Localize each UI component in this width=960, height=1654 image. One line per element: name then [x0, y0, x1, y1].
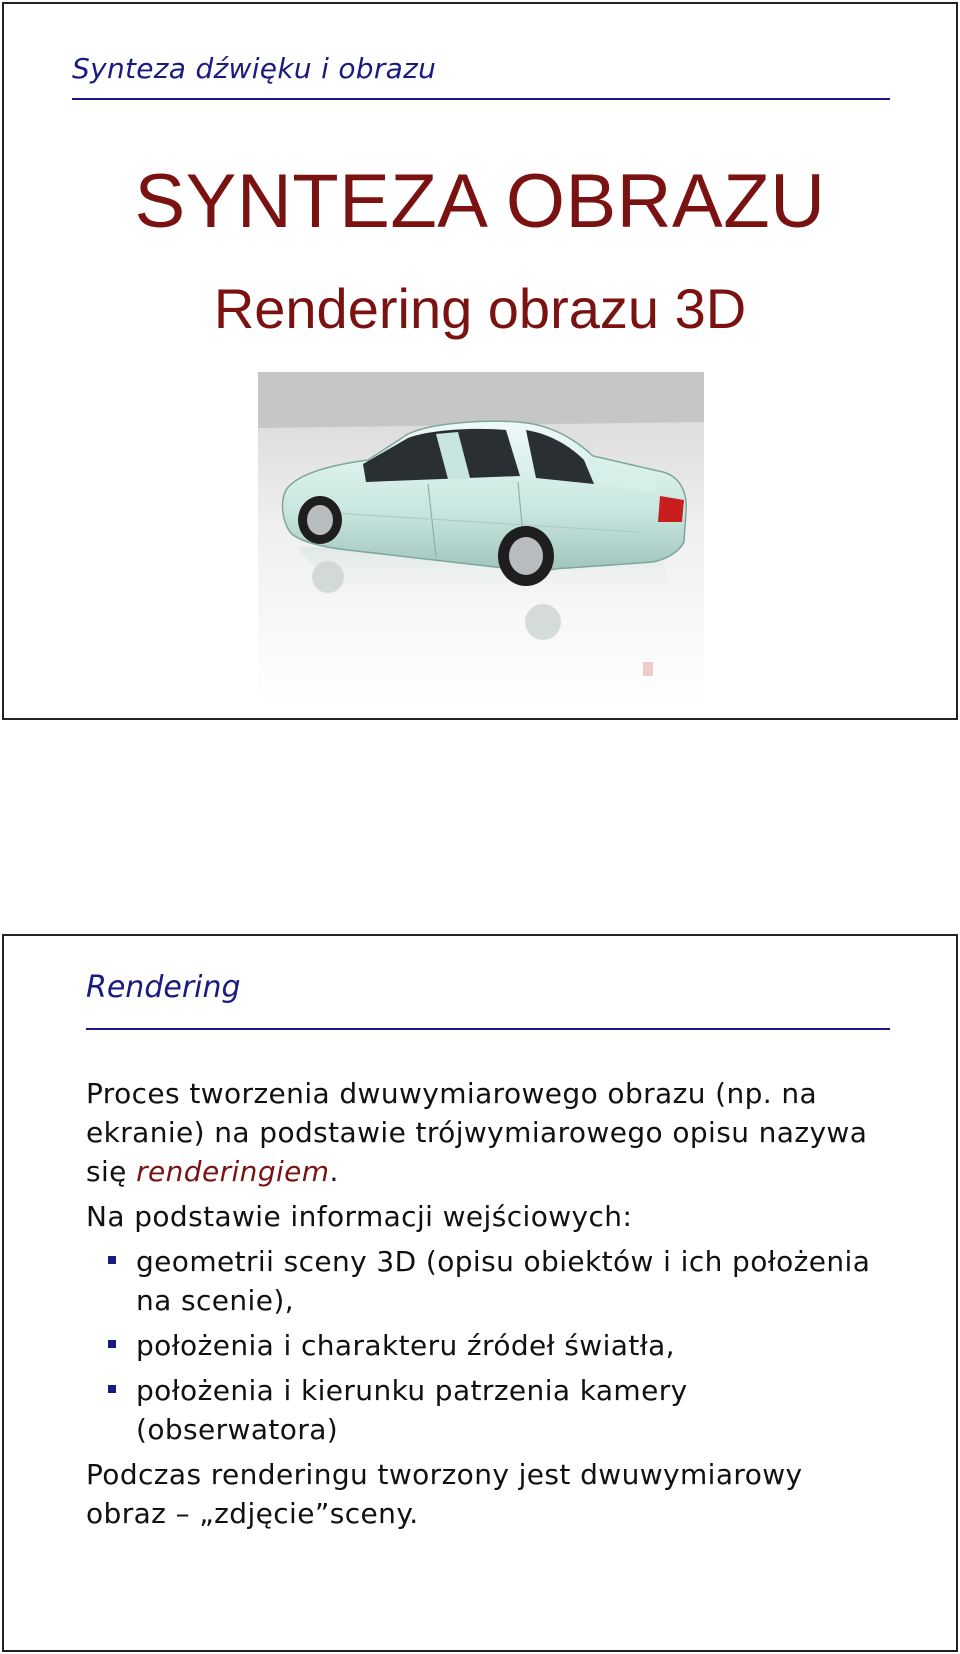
paragraph-result: Podczas renderingu tworzony jest dwuwymiarowy obraz – „zdjęcie”sceny. — [86, 1458, 803, 1530]
paragraph-inputs: Na podstawie informacji wejściowych: — [86, 1200, 633, 1233]
definition-text: Proces tworzenia dwuwymiarowego obrazu (np. na ekranie) na podstawie trójwymiarowego opisu nazywa się — [86, 1077, 868, 1188]
slide-header: Synteza dźwięku i obrazu — [72, 52, 437, 85]
slide-1 — [2, 2, 958, 720]
emphasized-term: renderingiem — [136, 1155, 330, 1188]
slide-body — [86, 1074, 886, 1539]
paragraph-definition — [86, 1074, 886, 1191]
list-item: geometrii sceny 3D (opisu obiektów i ich położenia na scenie), — [136, 1242, 886, 1320]
slide-title: SYNTEZA OBRAZU — [134, 159, 826, 244]
rendered-car-image — [258, 372, 704, 706]
back-wall — [258, 372, 704, 428]
slide-2 — [2, 934, 958, 1652]
definition-end: . — [329, 1155, 339, 1188]
list-item: położenia i kierunku patrzenia kamery (obserwatora) — [136, 1371, 886, 1449]
bullet-list — [86, 1242, 886, 1449]
rear-wheel — [498, 526, 554, 586]
list-item: położenia i charakteru źródeł światła, — [136, 1326, 886, 1365]
slide-header: Rendering — [86, 970, 241, 1005]
slide-subtitle: Rendering obrazu 3D — [213, 277, 747, 340]
front-wheel — [298, 496, 342, 544]
header-rule — [86, 1028, 890, 1030]
header-rule — [72, 98, 890, 100]
